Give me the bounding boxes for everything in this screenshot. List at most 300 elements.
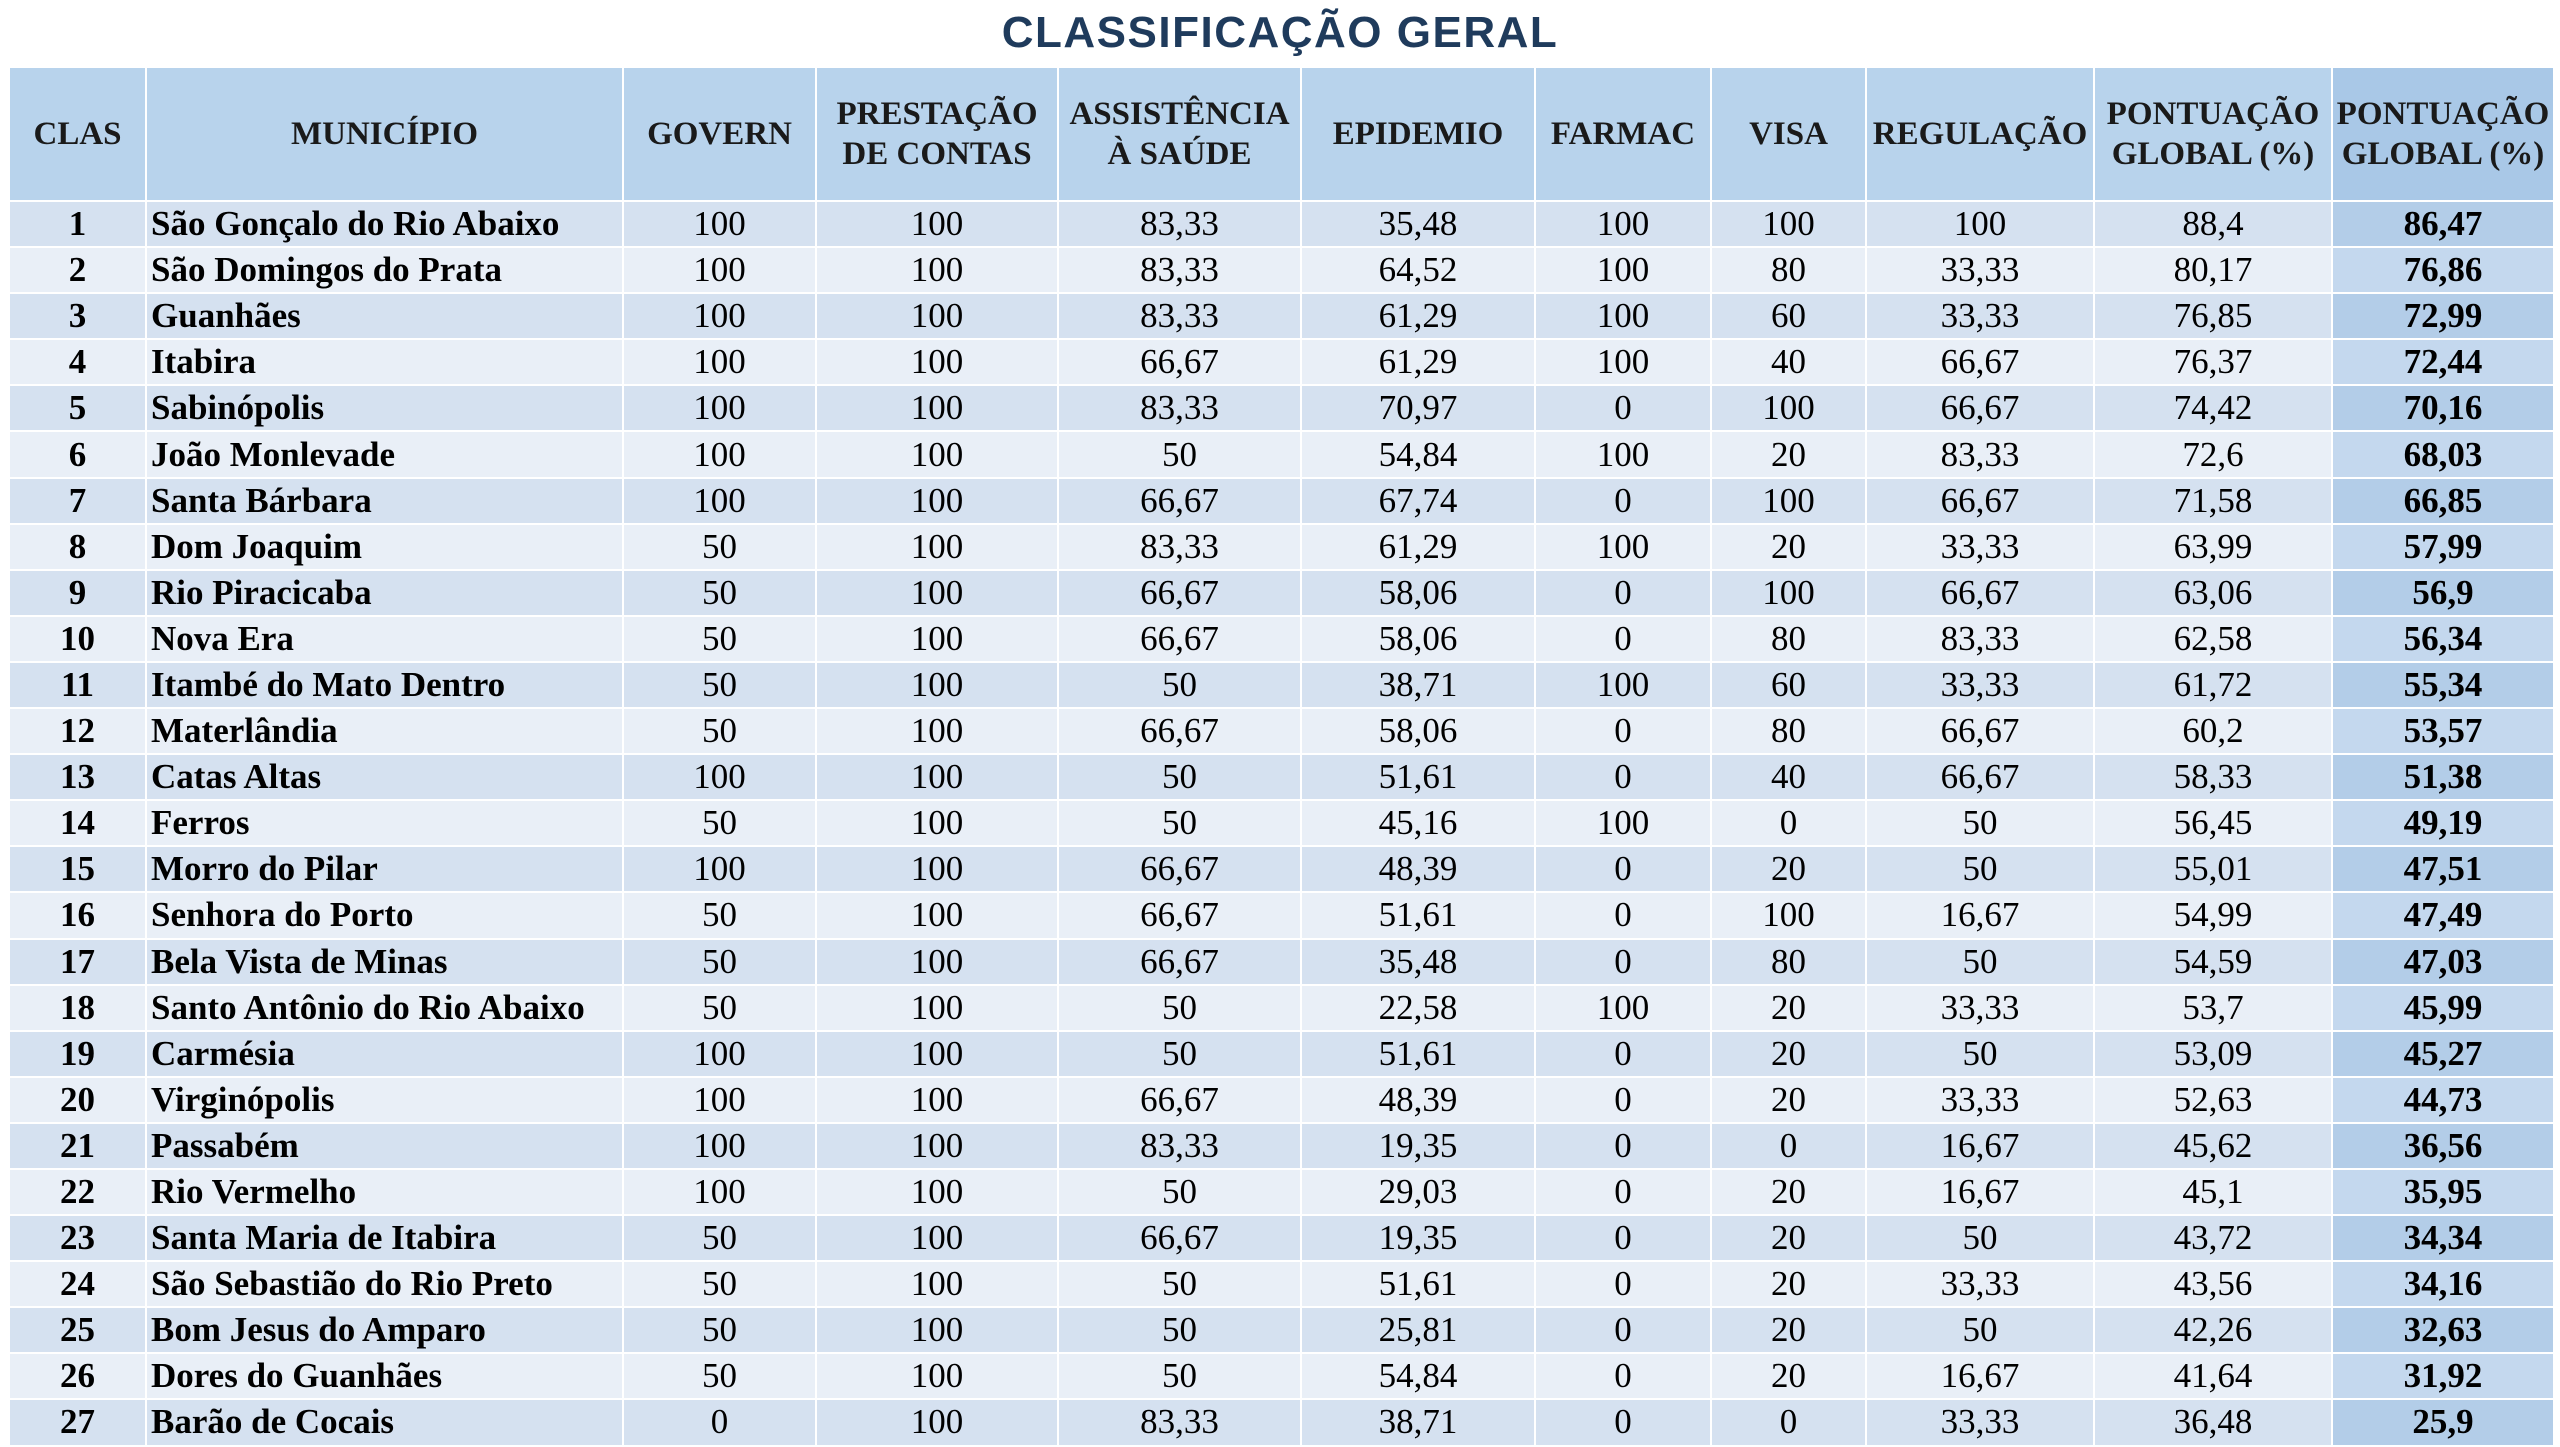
pontuacao-final-cell: 36,56	[2332, 1123, 2554, 1169]
municipio-cell: Santa Maria de Itabira	[146, 1215, 623, 1261]
municipio-cell: Dom Joaquim	[146, 524, 623, 570]
assistencia-cell: 50	[1058, 985, 1301, 1031]
pontuacao-cell: 63,99	[2094, 524, 2332, 570]
visa-cell: 20	[1711, 1169, 1866, 1215]
column-header-visa: VISA	[1711, 67, 1866, 201]
municipio-cell: Dores do Guanhães	[146, 1353, 623, 1399]
rank-cell: 14	[9, 800, 146, 846]
epidemio-cell: 61,29	[1301, 293, 1535, 339]
municipio-cell: Materlândia	[146, 708, 623, 754]
municipio-cell: Santo Antônio do Rio Abaixo	[146, 985, 623, 1031]
regulacao-cell: 33,33	[1866, 662, 2094, 708]
farmac-cell: 0	[1535, 478, 1711, 524]
govern-cell: 50	[623, 616, 816, 662]
farmac-cell: 100	[1535, 800, 1711, 846]
table-row	[9, 247, 2554, 293]
prestacao-cell: 100	[816, 1031, 1058, 1077]
assistencia-cell: 50	[1058, 431, 1301, 477]
pontuacao-cell: 43,56	[2094, 1261, 2332, 1307]
regulacao-cell: 66,67	[1866, 339, 2094, 385]
assistencia-cell: 83,33	[1058, 385, 1301, 431]
column-header-epidemio: EPIDEMIO	[1301, 67, 1535, 201]
visa-cell: 60	[1711, 662, 1866, 708]
pontuacao-cell: 53,09	[2094, 1031, 2332, 1077]
pontuacao-final-cell: 45,27	[2332, 1031, 2554, 1077]
rank-cell: 17	[9, 939, 146, 985]
rank-cell: 4	[9, 339, 146, 385]
epidemio-cell: 51,61	[1301, 1031, 1535, 1077]
farmac-cell: 0	[1535, 1031, 1711, 1077]
rank-cell: 6	[9, 431, 146, 477]
rank-cell: 1	[9, 201, 146, 247]
table-row	[9, 201, 2554, 247]
assistencia-cell: 83,33	[1058, 293, 1301, 339]
prestacao-cell: 100	[816, 985, 1058, 1031]
pontuacao-final-cell: 34,16	[2332, 1261, 2554, 1307]
farmac-cell: 0	[1535, 939, 1711, 985]
pontuacao-cell: 43,72	[2094, 1215, 2332, 1261]
prestacao-cell: 100	[816, 800, 1058, 846]
farmac-cell: 100	[1535, 247, 1711, 293]
table-row	[9, 478, 2554, 524]
epidemio-cell: 22,58	[1301, 985, 1535, 1031]
municipio-cell: Barão de Cocais	[146, 1399, 623, 1445]
rank-cell: 9	[9, 570, 146, 616]
assistencia-cell: 50	[1058, 1261, 1301, 1307]
table-row	[9, 754, 2554, 800]
farmac-cell: 100	[1535, 339, 1711, 385]
regulacao-cell: 83,33	[1866, 616, 2094, 662]
pontuacao-final-cell: 57,99	[2332, 524, 2554, 570]
column-header-municipio: MUNICÍPIO	[146, 67, 623, 201]
regulacao-cell: 66,67	[1866, 570, 2094, 616]
rank-cell: 12	[9, 708, 146, 754]
rank-cell: 8	[9, 524, 146, 570]
assistencia-cell: 66,67	[1058, 939, 1301, 985]
prestacao-cell: 100	[816, 478, 1058, 524]
rank-cell: 23	[9, 1215, 146, 1261]
assistencia-cell: 83,33	[1058, 247, 1301, 293]
farmac-cell: 0	[1535, 1169, 1711, 1215]
pontuacao-cell: 74,42	[2094, 385, 2332, 431]
regulacao-cell: 16,67	[1866, 1169, 2094, 1215]
pontuacao-final-cell: 47,03	[2332, 939, 2554, 985]
visa-cell: 100	[1711, 570, 1866, 616]
farmac-cell: 100	[1535, 431, 1711, 477]
pontuacao-cell: 61,72	[2094, 662, 2332, 708]
farmac-cell: 0	[1535, 1307, 1711, 1353]
farmac-cell: 0	[1535, 846, 1711, 892]
prestacao-cell: 100	[816, 385, 1058, 431]
farmac-cell: 0	[1535, 1353, 1711, 1399]
municipio-cell: Rio Piracicaba	[146, 570, 623, 616]
farmac-cell: 0	[1535, 708, 1711, 754]
epidemio-cell: 61,29	[1301, 339, 1535, 385]
regulacao-cell: 16,67	[1866, 1123, 2094, 1169]
rank-cell: 24	[9, 1261, 146, 1307]
prestacao-cell: 100	[816, 754, 1058, 800]
prestacao-cell: 100	[816, 1261, 1058, 1307]
epidemio-cell: 29,03	[1301, 1169, 1535, 1215]
prestacao-cell: 100	[816, 1353, 1058, 1399]
assistencia-cell: 66,67	[1058, 1077, 1301, 1123]
rank-cell: 3	[9, 293, 146, 339]
farmac-cell: 100	[1535, 524, 1711, 570]
pontuacao-final-cell: 47,51	[2332, 846, 2554, 892]
assistencia-cell: 66,67	[1058, 616, 1301, 662]
govern-cell: 100	[623, 247, 816, 293]
visa-cell: 100	[1711, 201, 1866, 247]
prestacao-cell: 100	[816, 1399, 1058, 1445]
govern-cell: 100	[623, 754, 816, 800]
pontuacao-cell: 36,48	[2094, 1399, 2332, 1445]
govern-cell: 50	[623, 892, 816, 938]
table-row	[9, 1353, 2554, 1399]
table-row	[9, 892, 2554, 938]
regulacao-cell: 66,67	[1866, 708, 2094, 754]
table-row	[9, 339, 2554, 385]
visa-cell: 20	[1711, 524, 1866, 570]
visa-cell: 20	[1711, 1307, 1866, 1353]
visa-cell: 80	[1711, 616, 1866, 662]
regulacao-cell: 16,67	[1866, 892, 2094, 938]
pontuacao-final-cell: 32,63	[2332, 1307, 2554, 1353]
assistencia-cell: 66,67	[1058, 892, 1301, 938]
assistencia-cell: 50	[1058, 754, 1301, 800]
table-row	[9, 1123, 2554, 1169]
rank-cell: 20	[9, 1077, 146, 1123]
municipio-cell: Guanhães	[146, 293, 623, 339]
municipio-cell: Passabém	[146, 1123, 623, 1169]
epidemio-cell: 54,84	[1301, 431, 1535, 477]
prestacao-cell: 100	[816, 662, 1058, 708]
rank-cell: 21	[9, 1123, 146, 1169]
rank-cell: 15	[9, 846, 146, 892]
pontuacao-final-cell: 72,99	[2332, 293, 2554, 339]
prestacao-cell: 100	[816, 570, 1058, 616]
prestacao-cell: 100	[816, 201, 1058, 247]
table-row	[9, 1077, 2554, 1123]
visa-cell: 100	[1711, 385, 1866, 431]
table-body	[9, 201, 2554, 1446]
pontuacao-cell: 76,85	[2094, 293, 2332, 339]
table-row	[9, 800, 2554, 846]
municipio-cell: João Monlevade	[146, 431, 623, 477]
pontuacao-final-cell: 76,86	[2332, 247, 2554, 293]
municipio-cell: Virginópolis	[146, 1077, 623, 1123]
govern-cell: 100	[623, 1077, 816, 1123]
rank-cell: 10	[9, 616, 146, 662]
regulacao-cell: 33,33	[1866, 293, 2094, 339]
epidemio-cell: 38,71	[1301, 1399, 1535, 1445]
table-row	[9, 846, 2554, 892]
assistencia-cell: 50	[1058, 800, 1301, 846]
rank-cell: 16	[9, 892, 146, 938]
prestacao-cell: 100	[816, 339, 1058, 385]
table-row	[9, 524, 2554, 570]
pontuacao-cell: 60,2	[2094, 708, 2332, 754]
govern-cell: 100	[623, 1123, 816, 1169]
page-title: CLASSIFICAÇÃO GERAL	[1001, 8, 1559, 57]
assistencia-cell: 66,67	[1058, 339, 1301, 385]
pontuacao-cell: 45,1	[2094, 1169, 2332, 1215]
assistencia-cell: 66,67	[1058, 1215, 1301, 1261]
govern-cell: 100	[623, 293, 816, 339]
column-header-clas: CLAS	[9, 67, 146, 201]
rank-cell: 13	[9, 754, 146, 800]
govern-cell: 50	[623, 570, 816, 616]
prestacao-cell: 100	[816, 1123, 1058, 1169]
pontuacao-final-cell: 70,16	[2332, 385, 2554, 431]
visa-cell: 0	[1711, 1399, 1866, 1445]
govern-cell: 100	[623, 431, 816, 477]
assistencia-cell: 50	[1058, 1169, 1301, 1215]
regulacao-cell: 33,33	[1866, 247, 2094, 293]
pontuacao-final-cell: 68,03	[2332, 431, 2554, 477]
assistencia-cell: 66,67	[1058, 478, 1301, 524]
regulacao-cell: 50	[1866, 800, 2094, 846]
visa-cell: 0	[1711, 1123, 1866, 1169]
regulacao-cell: 100	[1866, 201, 2094, 247]
assistencia-cell: 50	[1058, 1031, 1301, 1077]
table-row	[9, 1261, 2554, 1307]
epidemio-cell: 35,48	[1301, 939, 1535, 985]
prestacao-cell: 100	[816, 1307, 1058, 1353]
rank-cell: 19	[9, 1031, 146, 1077]
municipio-cell: Itambé do Mato Dentro	[146, 662, 623, 708]
table-row	[9, 708, 2554, 754]
table-row	[9, 985, 2554, 1031]
table-row	[9, 570, 2554, 616]
prestacao-cell: 100	[816, 247, 1058, 293]
prestacao-cell: 100	[816, 708, 1058, 754]
table-row	[9, 939, 2554, 985]
epidemio-cell: 38,71	[1301, 662, 1535, 708]
pontuacao-final-cell: 44,73	[2332, 1077, 2554, 1123]
regulacao-cell: 33,33	[1866, 1077, 2094, 1123]
farmac-cell: 100	[1535, 985, 1711, 1031]
table-row	[9, 1399, 2554, 1445]
table-row	[9, 293, 2554, 339]
table-header-row	[9, 67, 2554, 201]
municipio-cell: Ferros	[146, 800, 623, 846]
pontuacao-final-cell: 45,99	[2332, 985, 2554, 1031]
municipio-cell: Santa Bárbara	[146, 478, 623, 524]
visa-cell: 40	[1711, 754, 1866, 800]
epidemio-cell: 25,81	[1301, 1307, 1535, 1353]
farmac-cell: 0	[1535, 1123, 1711, 1169]
visa-cell: 20	[1711, 1215, 1866, 1261]
pontuacao-cell: 80,17	[2094, 247, 2332, 293]
prestacao-cell: 100	[816, 1169, 1058, 1215]
regulacao-cell: 33,33	[1866, 524, 2094, 570]
municipio-cell: Itabira	[146, 339, 623, 385]
visa-cell: 80	[1711, 939, 1866, 985]
municipio-cell: Catas Altas	[146, 754, 623, 800]
column-header-pontuacao-global: PONTUAÇÃO GLOBAL (%)	[2094, 67, 2332, 201]
epidemio-cell: 54,84	[1301, 1353, 1535, 1399]
farmac-cell: 0	[1535, 616, 1711, 662]
govern-cell: 50	[623, 1261, 816, 1307]
epidemio-cell: 64,52	[1301, 247, 1535, 293]
table-row	[9, 431, 2554, 477]
farmac-cell: 0	[1535, 1077, 1711, 1123]
column-header-prestacao-de-contas: PRESTAÇÃO DE CONTAS	[816, 67, 1058, 201]
visa-cell: 60	[1711, 293, 1866, 339]
prestacao-cell: 100	[816, 293, 1058, 339]
govern-cell: 100	[623, 201, 816, 247]
visa-cell: 20	[1711, 1077, 1866, 1123]
pontuacao-cell: 42,26	[2094, 1307, 2332, 1353]
prestacao-cell: 100	[816, 616, 1058, 662]
pontuacao-final-cell: 31,92	[2332, 1353, 2554, 1399]
regulacao-cell: 33,33	[1866, 1261, 2094, 1307]
pontuacao-cell: 55,01	[2094, 846, 2332, 892]
table-row	[9, 385, 2554, 431]
prestacao-cell: 100	[816, 939, 1058, 985]
municipio-cell: São Gonçalo do Rio Abaixo	[146, 201, 623, 247]
municipio-cell: São Sebastião do Rio Preto	[146, 1261, 623, 1307]
assistencia-cell: 83,33	[1058, 524, 1301, 570]
municipio-cell: Morro do Pilar	[146, 846, 623, 892]
regulacao-cell: 66,67	[1866, 385, 2094, 431]
table-row	[9, 616, 2554, 662]
epidemio-cell: 48,39	[1301, 846, 1535, 892]
govern-cell: 100	[623, 1169, 816, 1215]
rank-cell: 26	[9, 1353, 146, 1399]
govern-cell: 50	[623, 662, 816, 708]
table-row	[9, 1169, 2554, 1215]
table-row	[9, 1215, 2554, 1261]
govern-cell: 50	[623, 939, 816, 985]
rank-cell: 5	[9, 385, 146, 431]
farmac-cell: 100	[1535, 201, 1711, 247]
pontuacao-cell: 88,4	[2094, 201, 2332, 247]
pontuacao-cell: 54,99	[2094, 892, 2332, 938]
pontuacao-final-cell: 53,57	[2332, 708, 2554, 754]
municipio-cell: Sabinópolis	[146, 385, 623, 431]
farmac-cell: 0	[1535, 385, 1711, 431]
visa-cell: 20	[1711, 1031, 1866, 1077]
prestacao-cell: 100	[816, 1215, 1058, 1261]
assistencia-cell: 83,33	[1058, 201, 1301, 247]
rank-cell: 2	[9, 247, 146, 293]
visa-cell: 20	[1711, 985, 1866, 1031]
municipio-cell: São Domingos do Prata	[146, 247, 623, 293]
pontuacao-final-cell: 72,44	[2332, 339, 2554, 385]
epidemio-cell: 58,06	[1301, 570, 1535, 616]
pontuacao-final-cell: 56,34	[2332, 616, 2554, 662]
assistencia-cell: 83,33	[1058, 1399, 1301, 1445]
govern-cell: 100	[623, 846, 816, 892]
regulacao-cell: 50	[1866, 846, 2094, 892]
visa-cell: 100	[1711, 478, 1866, 524]
visa-cell: 80	[1711, 708, 1866, 754]
pontuacao-cell: 72,6	[2094, 431, 2332, 477]
prestacao-cell: 100	[816, 1077, 1058, 1123]
govern-cell: 50	[623, 1307, 816, 1353]
prestacao-cell: 100	[816, 431, 1058, 477]
pontuacao-cell: 45,62	[2094, 1123, 2332, 1169]
regulacao-cell: 50	[1866, 1031, 2094, 1077]
pontuacao-final-cell: 66,85	[2332, 478, 2554, 524]
epidemio-cell: 48,39	[1301, 1077, 1535, 1123]
prestacao-cell: 100	[816, 846, 1058, 892]
farmac-cell: 100	[1535, 662, 1711, 708]
pontuacao-cell: 53,7	[2094, 985, 2332, 1031]
visa-cell: 100	[1711, 892, 1866, 938]
rank-cell: 25	[9, 1307, 146, 1353]
prestacao-cell: 100	[816, 892, 1058, 938]
pontuacao-final-cell: 56,9	[2332, 570, 2554, 616]
epidemio-cell: 58,06	[1301, 616, 1535, 662]
table-row	[9, 1307, 2554, 1353]
govern-cell: 50	[623, 524, 816, 570]
pontuacao-final-cell: 35,95	[2332, 1169, 2554, 1215]
regulacao-cell: 50	[1866, 939, 2094, 985]
assistencia-cell: 66,67	[1058, 570, 1301, 616]
pontuacao-final-cell: 49,19	[2332, 800, 2554, 846]
rank-cell: 7	[9, 478, 146, 524]
municipio-cell: Bela Vista de Minas	[146, 939, 623, 985]
epidemio-cell: 45,16	[1301, 800, 1535, 846]
govern-cell: 50	[623, 985, 816, 1031]
govern-cell: 100	[623, 385, 816, 431]
assistencia-cell: 83,33	[1058, 1123, 1301, 1169]
municipio-cell: Carmésia	[146, 1031, 623, 1077]
column-header-farmac: FARMAC	[1535, 67, 1711, 201]
regulacao-cell: 66,67	[1866, 478, 2094, 524]
epidemio-cell: 61,29	[1301, 524, 1535, 570]
rank-cell: 11	[9, 662, 146, 708]
municipio-cell: Bom Jesus do Amparo	[146, 1307, 623, 1353]
regulacao-cell: 83,33	[1866, 431, 2094, 477]
govern-cell: 0	[623, 1399, 816, 1445]
classification-table	[8, 66, 2555, 1447]
municipio-cell: Senhora do Porto	[146, 892, 623, 938]
municipio-cell: Rio Vermelho	[146, 1169, 623, 1215]
govern-cell: 100	[623, 478, 816, 524]
epidemio-cell: 58,06	[1301, 708, 1535, 754]
pontuacao-final-cell: 47,49	[2332, 892, 2554, 938]
regulacao-cell: 50	[1866, 1215, 2094, 1261]
pontuacao-final-cell: 86,47	[2332, 201, 2554, 247]
pontuacao-cell: 54,59	[2094, 939, 2332, 985]
epidemio-cell: 51,61	[1301, 754, 1535, 800]
visa-cell: 0	[1711, 800, 1866, 846]
column-header-govern: GOVERN	[623, 67, 816, 201]
table-row	[9, 662, 2554, 708]
pontuacao-cell: 62,58	[2094, 616, 2332, 662]
farmac-cell: 0	[1535, 1261, 1711, 1307]
govern-cell: 100	[623, 1031, 816, 1077]
rank-cell: 27	[9, 1399, 146, 1445]
regulacao-cell: 50	[1866, 1307, 2094, 1353]
govern-cell: 50	[623, 708, 816, 754]
visa-cell: 20	[1711, 431, 1866, 477]
visa-cell: 40	[1711, 339, 1866, 385]
pontuacao-cell: 71,58	[2094, 478, 2332, 524]
epidemio-cell: 70,97	[1301, 385, 1535, 431]
rank-cell: 18	[9, 985, 146, 1031]
govern-cell: 50	[623, 1215, 816, 1261]
assistencia-cell: 50	[1058, 1307, 1301, 1353]
pontuacao-cell: 41,64	[2094, 1353, 2332, 1399]
regulacao-cell: 66,67	[1866, 754, 2094, 800]
assistencia-cell: 66,67	[1058, 846, 1301, 892]
farmac-cell: 0	[1535, 892, 1711, 938]
pontuacao-final-cell: 55,34	[2332, 662, 2554, 708]
